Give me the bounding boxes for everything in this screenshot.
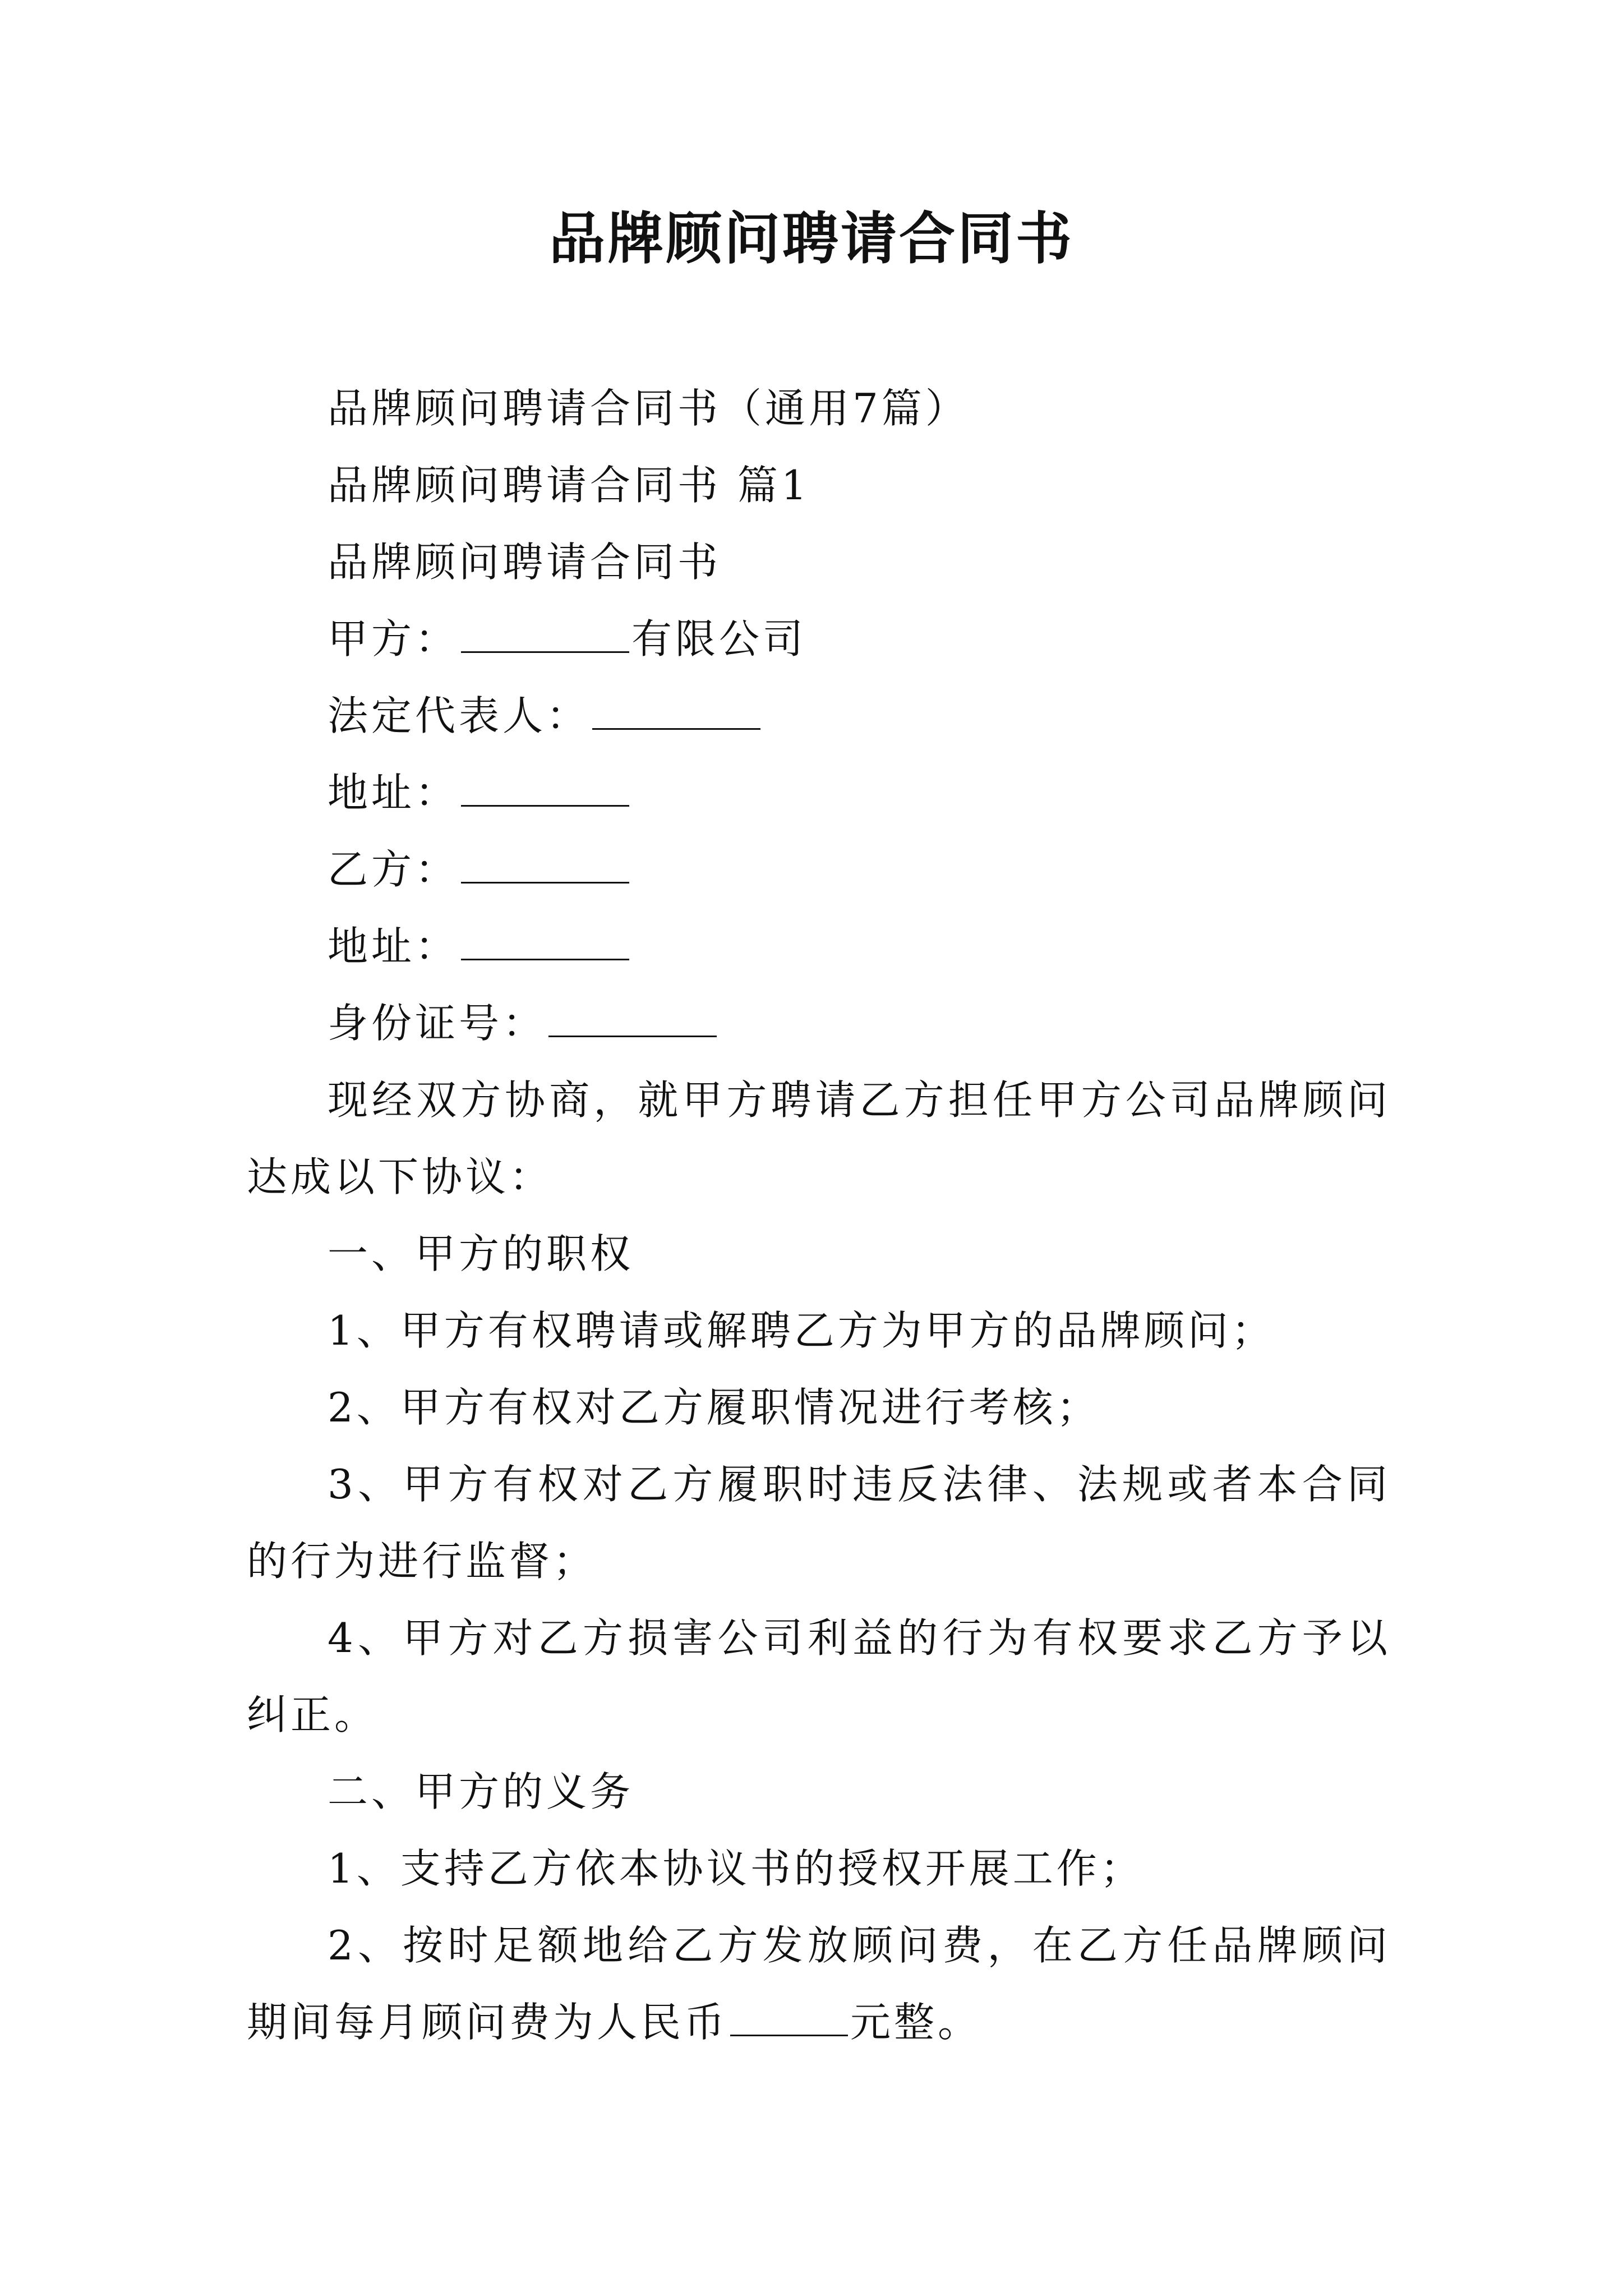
legal-rep-label: 法定代表人： — [328, 692, 591, 739]
intro-paragraph: 现经双方协商，就甲方聘请乙方担任甲方公司品牌顾问达成以下协议： — [247, 1076, 1391, 1200]
contract-heading: 品牌顾问聘请合同书 — [328, 539, 722, 586]
legal-rep-line — [247, 678, 1391, 754]
id-number-line — [247, 985, 1391, 1062]
address-b-line — [247, 908, 1391, 985]
legal-rep-blank — [592, 694, 760, 730]
section2-item — [247, 1907, 1391, 2061]
subtitle: 品牌顾问聘请合同书（通用7篇） — [328, 385, 969, 432]
document-title: 品牌顾问聘请合同书 — [549, 205, 1074, 272]
party-b-line — [247, 831, 1391, 908]
section1-item: 4、甲方对乙方损害公司利益的行为有权要求乙方予以纠正。 — [247, 1614, 1391, 1738]
address-a-label: 地址： — [328, 769, 459, 816]
part-heading: 品牌顾问聘请合同书 篇1 — [328, 462, 810, 509]
party-b-blank — [461, 848, 629, 884]
party-b-label: 乙方： — [328, 846, 459, 893]
party-a-suffix: 有限公司 — [631, 615, 807, 662]
section2-heading: 二、甲方的义务 — [328, 1768, 634, 1815]
address-b-blank — [461, 925, 629, 960]
document-body — [247, 370, 1391, 2061]
id-number-blank — [548, 1002, 717, 1037]
section1-item: 3、甲方有权对乙方履职时违反法律、法规或者本合同的行为进行监督； — [247, 1461, 1391, 1585]
fee-amount-blank — [730, 2001, 848, 2036]
party-a-blank — [461, 618, 629, 653]
section1-heading: 一、甲方的职权 — [328, 1230, 634, 1277]
id-number-label: 身份证号： — [328, 1000, 547, 1047]
section2-item2-text: 2、按时足额地给乙方发放顾问费，在乙方任品牌顾问期间每月顾问费为人民币 — [247, 1922, 1391, 2046]
address-a-line — [247, 754, 1391, 831]
party-a-label: 甲方： — [328, 615, 459, 662]
section1-item: 1、甲方有权聘请或解聘乙方为甲方的品牌顾问； — [328, 1307, 1275, 1354]
section2-item: 1、支持乙方依本协议书的授权开展工作； — [328, 1845, 1144, 1892]
address-b-label: 地址： — [328, 923, 459, 970]
section2-item2-suffix: 元整。 — [850, 1999, 982, 2046]
section1-item: 2、甲方有权对乙方履职情况进行考核； — [328, 1384, 1100, 1431]
party-a-line — [247, 601, 1391, 678]
address-a-blank — [461, 771, 629, 807]
